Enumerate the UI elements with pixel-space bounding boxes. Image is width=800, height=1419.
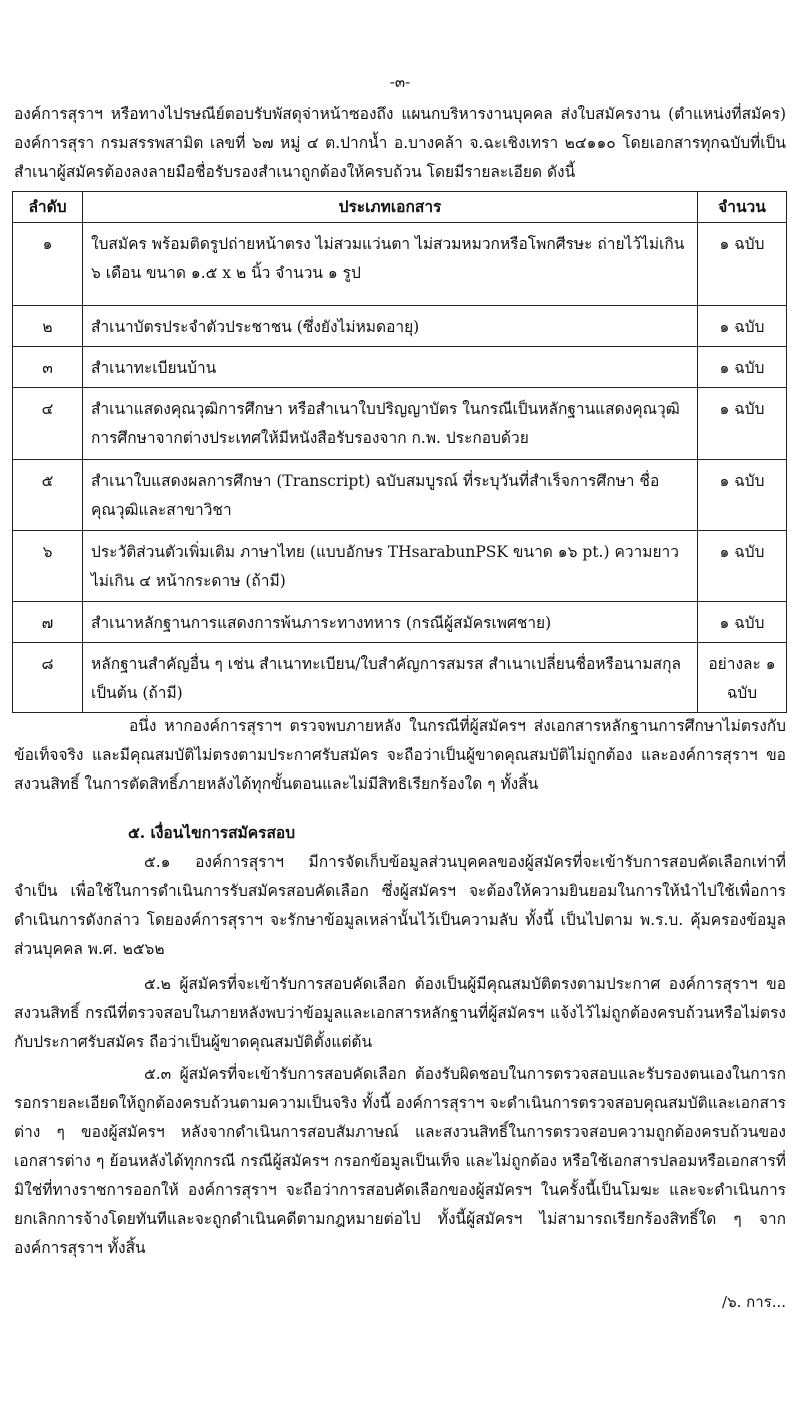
row-number: ๗ [13,602,83,643]
table-row [13,223,787,306]
documents-table [12,191,787,713]
table-row [13,306,787,347]
row-description: สำเนาใบแสดงผลการศึกษา (Transcript) ฉบับสมบูรณ์ ที่ระบุวันที่สำเร็จการศึกษา ชื่อคุณวุฒิและสาขาวิชา [83,460,698,531]
row-quantity: ๑ ฉบับ [698,223,787,306]
row-quantity: ๑ ฉบับ [698,602,787,643]
continued-marker: /๖. การ... [722,1293,786,1311]
table-row [13,602,787,643]
row-description: สำเนาบัตรประจำตัวประชาชน (ซึ่งยังไม่หมดอายุ) [83,306,698,347]
page-number: -๓- [389,73,411,91]
table-row [13,347,787,388]
row-description: หลักฐานสำคัญอื่น ๆ เช่น สำเนาทะเบียน/ใบสำคัญการสมรส สำเนาเปลี่ยนชื่อหรือนามสกุล เป็นต้น (ถ้ามี) [83,643,698,713]
header-no: ลำดับ [13,192,83,223]
row-quantity: ๑ ฉบับ [698,306,787,347]
row-description: สำเนาแสดงคุณวุฒิการศึกษา หรือสำเนาใบปริญญาบัตร ในกรณีเป็นหลักฐานแสดงคุณวุฒิการศึกษาจากต่างประเทศให้มีหนังสือรับรองจาก ก.พ. ประกอบด้วย [83,388,698,460]
table-row [13,460,787,531]
row-number: ๕ [13,460,83,531]
row-number: ๘ [13,643,83,713]
section-5-1-paragraph: ๕.๑ องค์การสุราฯ มีการจัดเก็บข้อมูลส่วนบุคคลของผู้สมัครที่จะเข้ารับการสอบคัดเลือกเท่าที่จำเป็น เพื่อใช้ในการดำเนินการรับสมัครสอบคัดเลือก ซึ่งผู้สมัครฯ จะต้องให้ความยินยอมในการให้นำไปใช้เพื่อการดำเนินการดังกล่าว โดยองค์การสุราฯ จะรักษาข้อมูลเหล่านั้นไว้เป็นความลับ ทั้งนี้ เป็นไปตาม พ.ร.บ. คุ้มครองข้อมูลส่วนบุคคล พ.ศ. ๒๕๖๒ [14,853,786,958]
row-number: ๑ [13,223,83,306]
section-5-heading: ๕. เงื่อนไขการสมัครสอบ [128,823,296,842]
row-description: สำเนาหลักฐานการแสดงการพ้นภาระทางทหาร (กรณีผู้สมัครเพศชาย) [83,602,698,643]
section-5-3-paragraph: ๕.๓ ผู้สมัครที่จะเข้ารับการสอบคัดเลือก ต้องรับผิดชอบในการตรวจสอบและรับรองตนเองในการกรอกรายละเอียดให้ถูกต้องครบถ้วนตามความเป็นจริง ทั้งนี้ องค์การสุราฯ จะดำเนินการตรวจสอบคุณสมบัติและเอกสารต่าง ๆ ของผู้สมัครฯ หลังจากดำเนินการสอบสัมภาษณ์ และสงวนสิทธิ์ในการตรวจสอบความถูกต้องครบถ้วนของเอกสารต่าง ๆ ย้อนหลังได้ทุกกรณี กรณีผู้สมัครฯ กรอกข้อมูลเป็นเท็จ และไม่ถูกต้อง หรือใช้เอกสารปลอมหรือเอกสารที่มิใช่ที่ทางราชการออกให้ องค์การสุราฯ จะถือว่าการสอบคัดเลือกของผู้สมัครฯ ในครั้งนี้เป็นโมฆะ และจะดำเนินการยกเลิกการจ้างโดยทันทีและจะถูกดำเนินคดีตามกฎหมายต่อไป ทั้งนี้ผู้สมัครฯ ไม่สามารถเรียกร้องสิทธิ์ใด ๆ จากองค์การสุราฯ ทั้งสิ้น [14,1065,786,1257]
table-header-row [13,192,787,223]
row-number: ๒ [13,306,83,347]
row-quantity: ๑ ฉบับ [698,388,787,460]
table-row [13,388,787,460]
table-row [13,531,787,602]
row-number: ๖ [13,531,83,602]
row-description: สำเนาทะเบียนบ้าน [83,347,698,388]
row-quantity: ๑ ฉบับ [698,347,787,388]
row-quantity: ๑ ฉบับ [698,531,787,602]
note-paragraph: อนึ่ง หากองค์การสุราฯ ตรวจพบภายหลัง ในกรณีที่ผู้สมัครฯ ส่งเอกสารหลักฐานการศึกษาไม่ตรงกับข้อเท็จจริง และมีคุณสมบัติไม่ตรงตามประกาศรับสมัคร จะถือว่าเป็นผู้ขาดคุณสมบัติไม่ถูกต้อง และองค์การสุราฯ ขอสงวนสิทธิ์ ในการตัดสิทธิ์ภายหลังได้ทุกขั้นตอนและไม่มีสิทธิเรียกร้องใด ๆ ทั้งสิ้น [14,717,786,793]
row-quantity: อย่างละ ๑ ฉบับ [698,643,787,713]
row-description: ใบสมัคร พร้อมติดรูปถ่ายหน้าตรง ไม่สวมแว่นตา ไม่สวมหมวกหรือโพกศีรษะ ถ่ายไว้ไม่เกิน ๖ เดือน ขนาด ๑.๕ x ๒ นิ้ว จำนวน ๑ รูป [83,223,698,306]
header-doc-type: ประเภทเอกสาร [83,192,698,223]
row-quantity: ๑ ฉบับ [698,460,787,531]
row-number: ๔ [13,388,83,460]
intro-paragraph: องค์การสุราฯ หรือทางไปรษณีย์ตอบรับพัสดุจ่าหน้าซองถึง แผนกบริหารงานบุคคล ส่งใบสมัครงาน (ตำแหน่งที่สมัคร) องค์การสุรา กรมสรรพสามิต เลขที่ ๖๗ หมู่ ๔ ต.ปากน้ำ อ.บางคล้า จ.ฉะเชิงเทรา ๒๔๑๑๐ โดยเอกสารทุกฉบับที่เป็นสำเนาผู้สมัครต้องลงลายมือชื่อรับรองสำเนาถูกต้องให้ครบถ้วน โดยมีรายละเอียด ดังนี้ [14,105,786,181]
table-row [13,643,787,713]
row-number: ๓ [13,347,83,388]
section-5-2-paragraph: ๕.๒ ผู้สมัครที่จะเข้ารับการสอบคัดเลือก ต้องเป็นผู้มีคุณสมบัติตรงตามประกาศ องค์การสุราฯ ขอสงวนสิทธิ์ กรณีที่ตรวจสอบในภายหลังพบว่าข้อมูลและเอกสารหลักฐานที่ผู้สมัครฯ แจ้งไว้ไม่ถูกต้องครบถ้วนหรือไม่ตรงกับประกาศรับสมัคร ถือว่าเป็นผู้ขาดคุณสมบัติตั้งแต่ต้น [14,975,786,1051]
row-description: ประวัติส่วนตัวเพิ่มเติม ภาษาไทย (แบบอักษร THsarabunPSK ขนาด ๑๖ pt.) ความยาวไม่เกิน ๔ หน้ากระดาษ (ถ้ามี) [83,531,698,602]
header-quantity: จำนวน [698,192,787,223]
